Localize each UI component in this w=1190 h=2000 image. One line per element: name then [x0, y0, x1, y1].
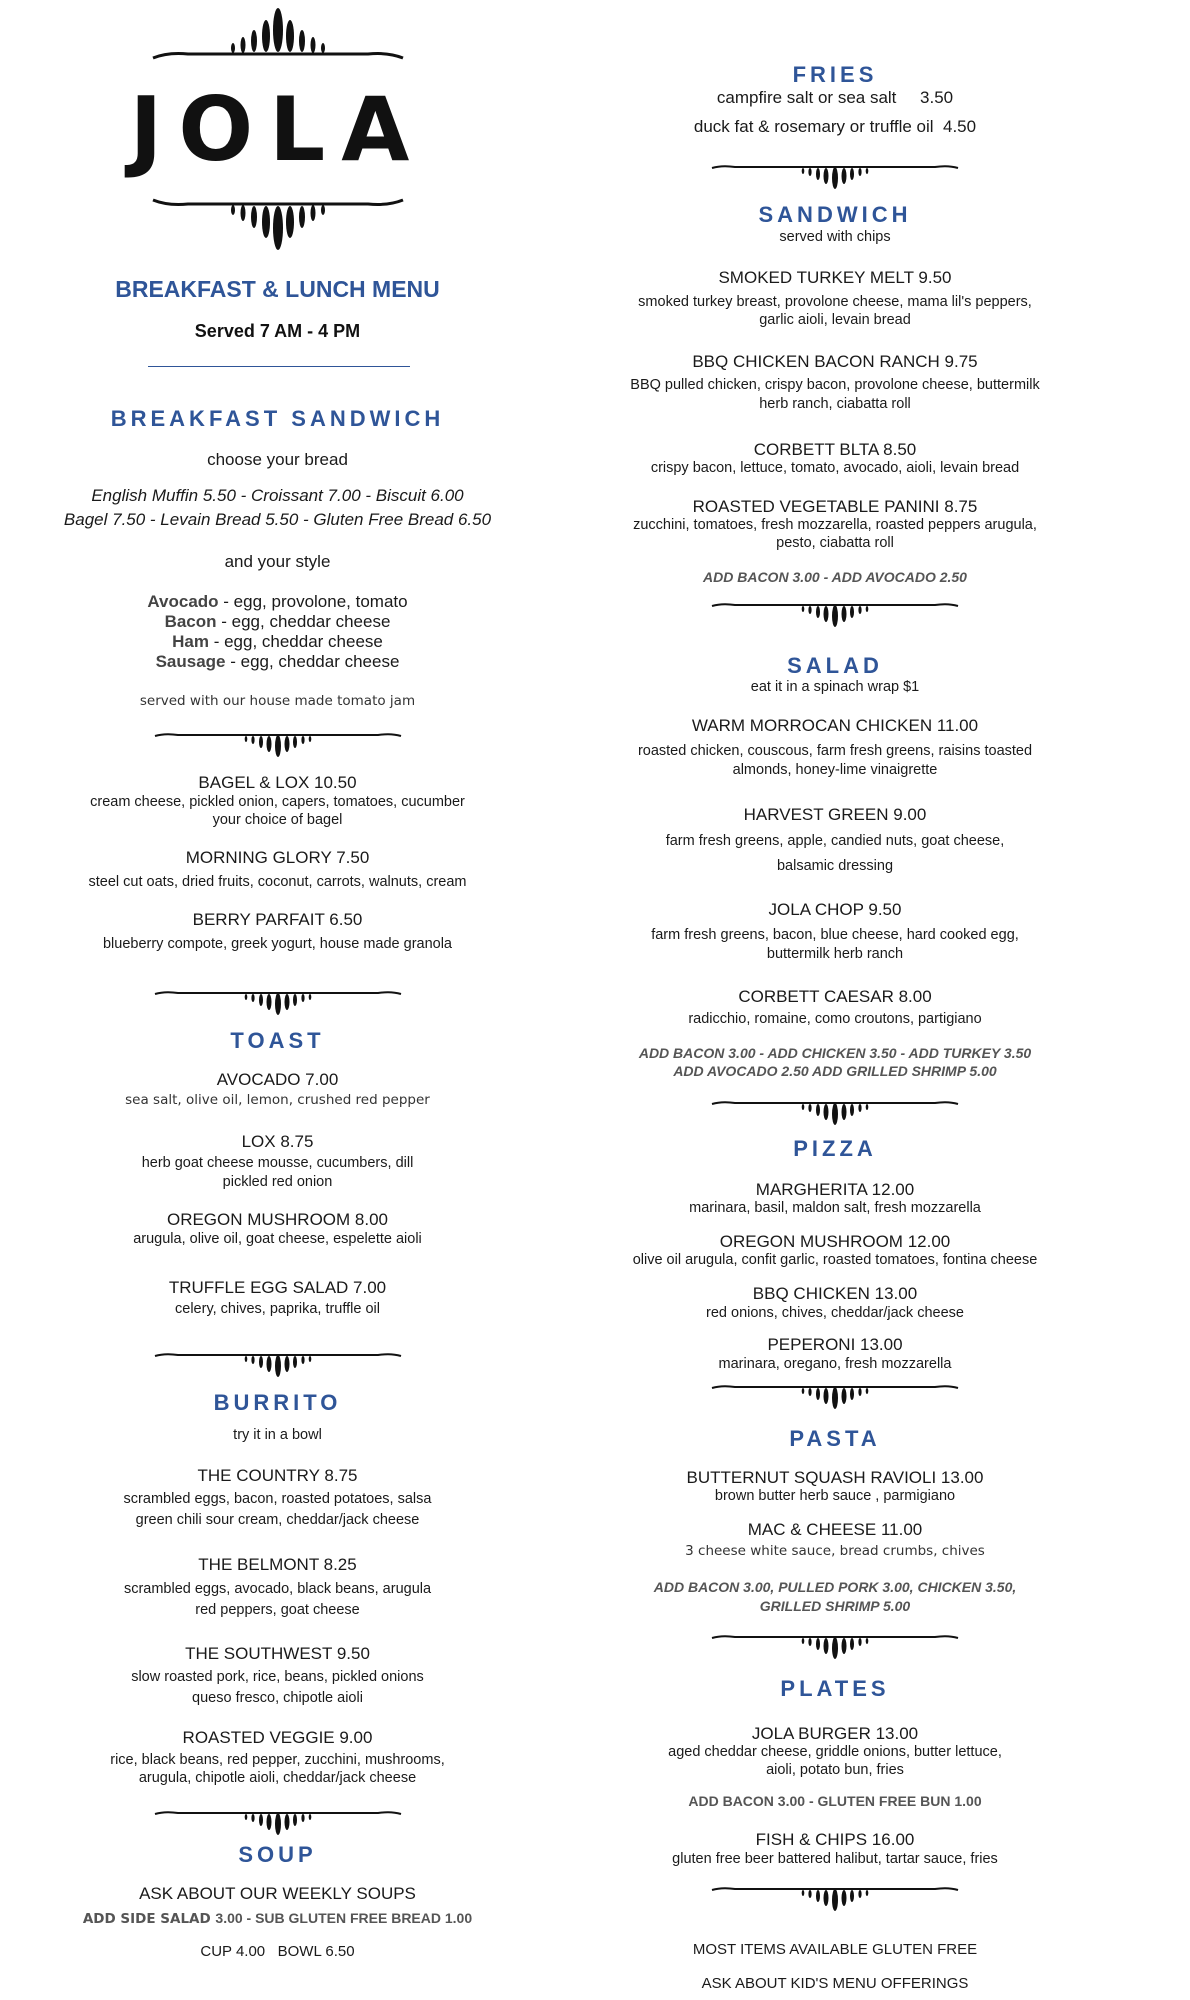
menu-item-name: MARGHERITA 12.00 [755, 1180, 915, 1199]
menu-item-name: JOLA BURGER 13.00 [751, 1724, 919, 1743]
logo-ornament-bottom [148, 190, 408, 250]
menu-item-name: WARM MORROCAN CHICKEN 11.00 [691, 716, 979, 735]
menu-item-name: THE BELMONT 8.25 [198, 1555, 357, 1574]
menu-item-name: OREGON MUSHROOM 12.00 [719, 1232, 951, 1251]
logo [0, 8, 555, 68]
menu-item-desc: slow roasted pork, rice, beans, pickled onions [131, 1669, 424, 1685]
bread-options-2: Bagel 7.50 - Levain Bread 5.50 - Gluten Free Bread 6.50 [63, 510, 492, 529]
ornament-divider [153, 732, 403, 763]
ornament-divider [710, 1384, 960, 1415]
menu-item-desc: 3 cheese white sauce, bread crumbs, chives [685, 1543, 985, 1559]
menu-item-name: BBQ CHICKEN BACON RANCH 9.75 [692, 352, 978, 371]
pasta-addons: GRILLED SHRIMP 5.00 [759, 1598, 911, 1614]
menu-item-desc: sea salt, olive oil, lemon, crushed red pepper [125, 1092, 430, 1108]
menu-item-name: SMOKED TURKEY MELT 9.50 [718, 268, 952, 287]
menu-item-desc: blueberry compote, greek yogurt, house made granola [102, 936, 452, 952]
menu-item-name: THE COUNTRY 8.75 [197, 1466, 358, 1485]
menu-item-name: OREGON MUSHROOM 8.00 [166, 1210, 389, 1229]
soup-prices: CUP 4.00 BOWL 6.50 [200, 1943, 355, 1960]
salad-addons: ADD BACON 3.00 - ADD CHICKEN 3.50 - ADD TURKEY 3.50 [638, 1045, 1032, 1061]
menu-title: BREAKFAST & LUNCH MENU [115, 276, 440, 302]
menu-item-desc: olive oil arugula, confit garlic, roasted tomatoes, fontina cheese [632, 1252, 1038, 1268]
section-subtitle: eat it in a spinach wrap $1 [750, 679, 920, 695]
menu-item-desc: almonds, honey-lime vinaigrette [732, 762, 938, 778]
menu-item-name: JOLA CHOP 9.50 [768, 900, 902, 919]
menu-item-desc: scrambled eggs, avocado, black beans, arugula [123, 1581, 432, 1597]
menu-item-desc: herb goat cheese mousse, cucumbers, dill [141, 1155, 414, 1171]
menu-item-name: TRUFFLE EGG SALAD 7.00 [168, 1278, 387, 1297]
menu-item-desc: red peppers, goat cheese [195, 1602, 360, 1618]
sandwich-addons: ADD BACON 3.00 - ADD AVOCADO 2.50 [703, 569, 967, 585]
menu-item-name: ROASTED VEGETABLE PANINI 8.75 [692, 497, 978, 516]
menu-item-desc: farm fresh greens, bacon, blue cheese, hard cooked egg, [651, 927, 1019, 943]
ornament-divider [710, 602, 960, 633]
menu-item-desc: aioli, potato bun, fries [766, 1762, 904, 1778]
menu-item-desc: herb ranch, ciabatta roll [759, 396, 911, 412]
section-title-salad: SALAD [787, 653, 883, 678]
menu-item-name: CORBETT CAESAR 8.00 [738, 987, 932, 1006]
menu-item-desc: arugula, olive oil, goat cheese, espelette aioli [133, 1231, 422, 1247]
divider [148, 366, 410, 367]
menu-item-desc: buttermilk herb ranch [766, 946, 904, 962]
salad-addons: ADD AVOCADO 2.50 ADD GRILLED SHRIMP 5.00 [673, 1063, 997, 1079]
menu-item-name: FISH & CHIPS 16.00 [755, 1830, 915, 1849]
ornament-divider [710, 164, 960, 195]
section-title-pasta: PASTA [789, 1426, 881, 1451]
menu-item-desc: steel cut oats, dried fruits, coconut, carrots, walnuts, cream [88, 874, 467, 890]
logo-ornament-top [148, 8, 408, 68]
section-subtitle: try it in a bowl [233, 1427, 322, 1443]
menu-item-name: THE SOUTHWEST 9.50 [185, 1644, 370, 1663]
ornament-divider [153, 990, 403, 1021]
menu-item-desc: red onions, chives, cheddar/jack cheese [706, 1305, 964, 1321]
menu-item-desc: gluten free beer battered halibut, tartar sauce, fries [672, 1851, 998, 1867]
menu-item-desc: queso fresco, chipotle aioli [192, 1690, 363, 1706]
menu-item-name: BUTTERNUT SQUASH RAVIOLI 13.00 [686, 1468, 984, 1487]
menu-item-name: CORBETT BLTA 8.50 [753, 440, 917, 459]
style-prompt: and your style [224, 552, 331, 571]
menu-item-desc: your choice of bagel [212, 812, 343, 828]
fries-option: duck fat & rosemary or truffle oil 4.50 [693, 117, 977, 136]
menu-item-desc: roasted chicken, couscous, farm fresh greens, raisins toasted [637, 743, 1033, 759]
menu-item-desc: pesto, ciabatta roll [776, 535, 894, 551]
menu-item-desc: celery, chives, paprika, truffle oil [175, 1301, 380, 1317]
menu-item-name: MORNING GLORY 7.50 [185, 848, 370, 867]
menu-item-desc: rice, black beans, red pepper, zucchini, mushrooms, [110, 1752, 445, 1768]
menu-item-desc: radicchio, romaine, como croutons, partigiano [688, 1011, 982, 1027]
menu-item-desc: marinara, oregano, fresh mozzarella [718, 1356, 952, 1372]
section-title-pizza: PIZZA [793, 1136, 877, 1161]
menu-item-name: MAC & CHEESE 11.00 [747, 1520, 923, 1539]
soup-note: ASK ABOUT OUR WEEKLY SOUPS [139, 1884, 416, 1903]
menu-item-desc: green chili sour cream, cheddar/jack cheese [135, 1512, 420, 1528]
menu-item-desc: cream cheese, pickled onion, capers, tomatoes, cucumber [90, 794, 465, 810]
section-title-toast: TOAST [230, 1028, 325, 1053]
menu-item-desc: pickled red onion [222, 1174, 333, 1190]
menu-item-desc: farm fresh greens, apple, candied nuts, goat cheese, [665, 833, 1005, 849]
style-option: Avocado - egg, provolone, tomato [147, 592, 408, 611]
section-title-plates: PLATES [780, 1676, 890, 1701]
style-option: Ham - egg, cheddar cheese [172, 632, 383, 651]
logo-wordmark: JOLA [129, 78, 426, 181]
soup-addon: ADD SIDE SALAD 3.00 - SUB GLUTEN FREE BREAD 1.00 [82, 1910, 473, 1927]
bread-prompt: choose your bread [207, 450, 348, 469]
bread-options-1: English Muffin 5.50 - Croissant 7.00 - Biscuit 6.00 [91, 486, 464, 505]
menu-item-desc: BBQ pulled chicken, crispy bacon, provolone cheese, buttermilk [630, 377, 1040, 393]
menu-item-desc: crispy bacon, lettuce, tomato, avocado, aioli, levain bread [650, 460, 1020, 476]
menu-item-name: HARVEST GREEN 9.00 [743, 805, 927, 824]
logo-bottom [0, 190, 555, 250]
style-option: Sausage - egg, cheddar cheese [155, 652, 400, 671]
section-title-burrito: BURRITO [213, 1390, 342, 1415]
menu-item-name: LOX 8.75 [241, 1132, 314, 1151]
serving-hours: Served 7 AM - 4 PM [194, 321, 361, 341]
menu-item-name: AVOCADO 7.00 [216, 1070, 339, 1089]
menu-item-desc: smoked turkey breast, provolone cheese, mama lil's peppers, [638, 294, 1032, 310]
menu-item-desc: brown butter herb sauce , parmigiano [714, 1488, 956, 1504]
pasta-addons: ADD BACON 3.00, PULLED PORK 3.00, CHICKEN 3.50, [653, 1579, 1017, 1595]
menu-item-name: PEPERONI 13.00 [767, 1335, 903, 1354]
menu-item-desc: balsamic dressing [776, 858, 894, 874]
menu-item-name: BAGEL & LOX 10.50 [198, 773, 357, 792]
house-jam-note: served with our house made tomato jam [139, 693, 416, 709]
menu-item-name: BERRY PARFAIT 6.50 [192, 910, 363, 929]
footer-gluten-free-note: MOST ITEMS AVAILABLE GLUTEN FREE [692, 1941, 978, 1958]
section-title-soup: SOUP [238, 1842, 317, 1867]
menu-item-desc: arugula, chipotle aioli, cheddar/jack cheese [138, 1770, 417, 1786]
ornament-divider [710, 1634, 960, 1665]
ornament-divider [153, 1352, 403, 1383]
menu-item-name: ROASTED VEGGIE 9.00 [182, 1728, 373, 1747]
menu-item-desc: scrambled eggs, bacon, roasted potatoes, salsa [123, 1491, 432, 1507]
ornament-divider [153, 1810, 403, 1841]
style-option: Bacon - egg, cheddar cheese [164, 612, 391, 631]
footer-kids-menu-note: ASK ABOUT KID'S MENU OFFERINGS [701, 1975, 969, 1992]
section-title-fries: FRIES [792, 62, 878, 87]
menu-item-desc: zucchini, tomatoes, fresh mozzarella, roasted peppers arugula, [633, 517, 1037, 533]
section-title-breakfast-sandwich: BREAKFAST SANDWICH [110, 406, 445, 431]
plates-addons: ADD BACON 3.00 - GLUTEN FREE BUN 1.00 [688, 1793, 982, 1809]
ornament-divider [710, 1100, 960, 1131]
section-title-sandwich: SANDWICH [758, 202, 912, 227]
fries-option: campfire salt or sea salt 3.50 [716, 88, 954, 107]
menu-item-desc: aged cheddar cheese, griddle onions, butter lettuce, [668, 1744, 1002, 1760]
menu-item-desc: garlic aioli, levain bread [759, 312, 911, 328]
ornament-divider [710, 1886, 960, 1917]
menu-item-desc: marinara, basil, maldon salt, fresh mozzarella [689, 1200, 981, 1216]
section-subtitle: served with chips [779, 229, 891, 245]
menu-item-name: BBQ CHICKEN 13.00 [752, 1284, 918, 1303]
